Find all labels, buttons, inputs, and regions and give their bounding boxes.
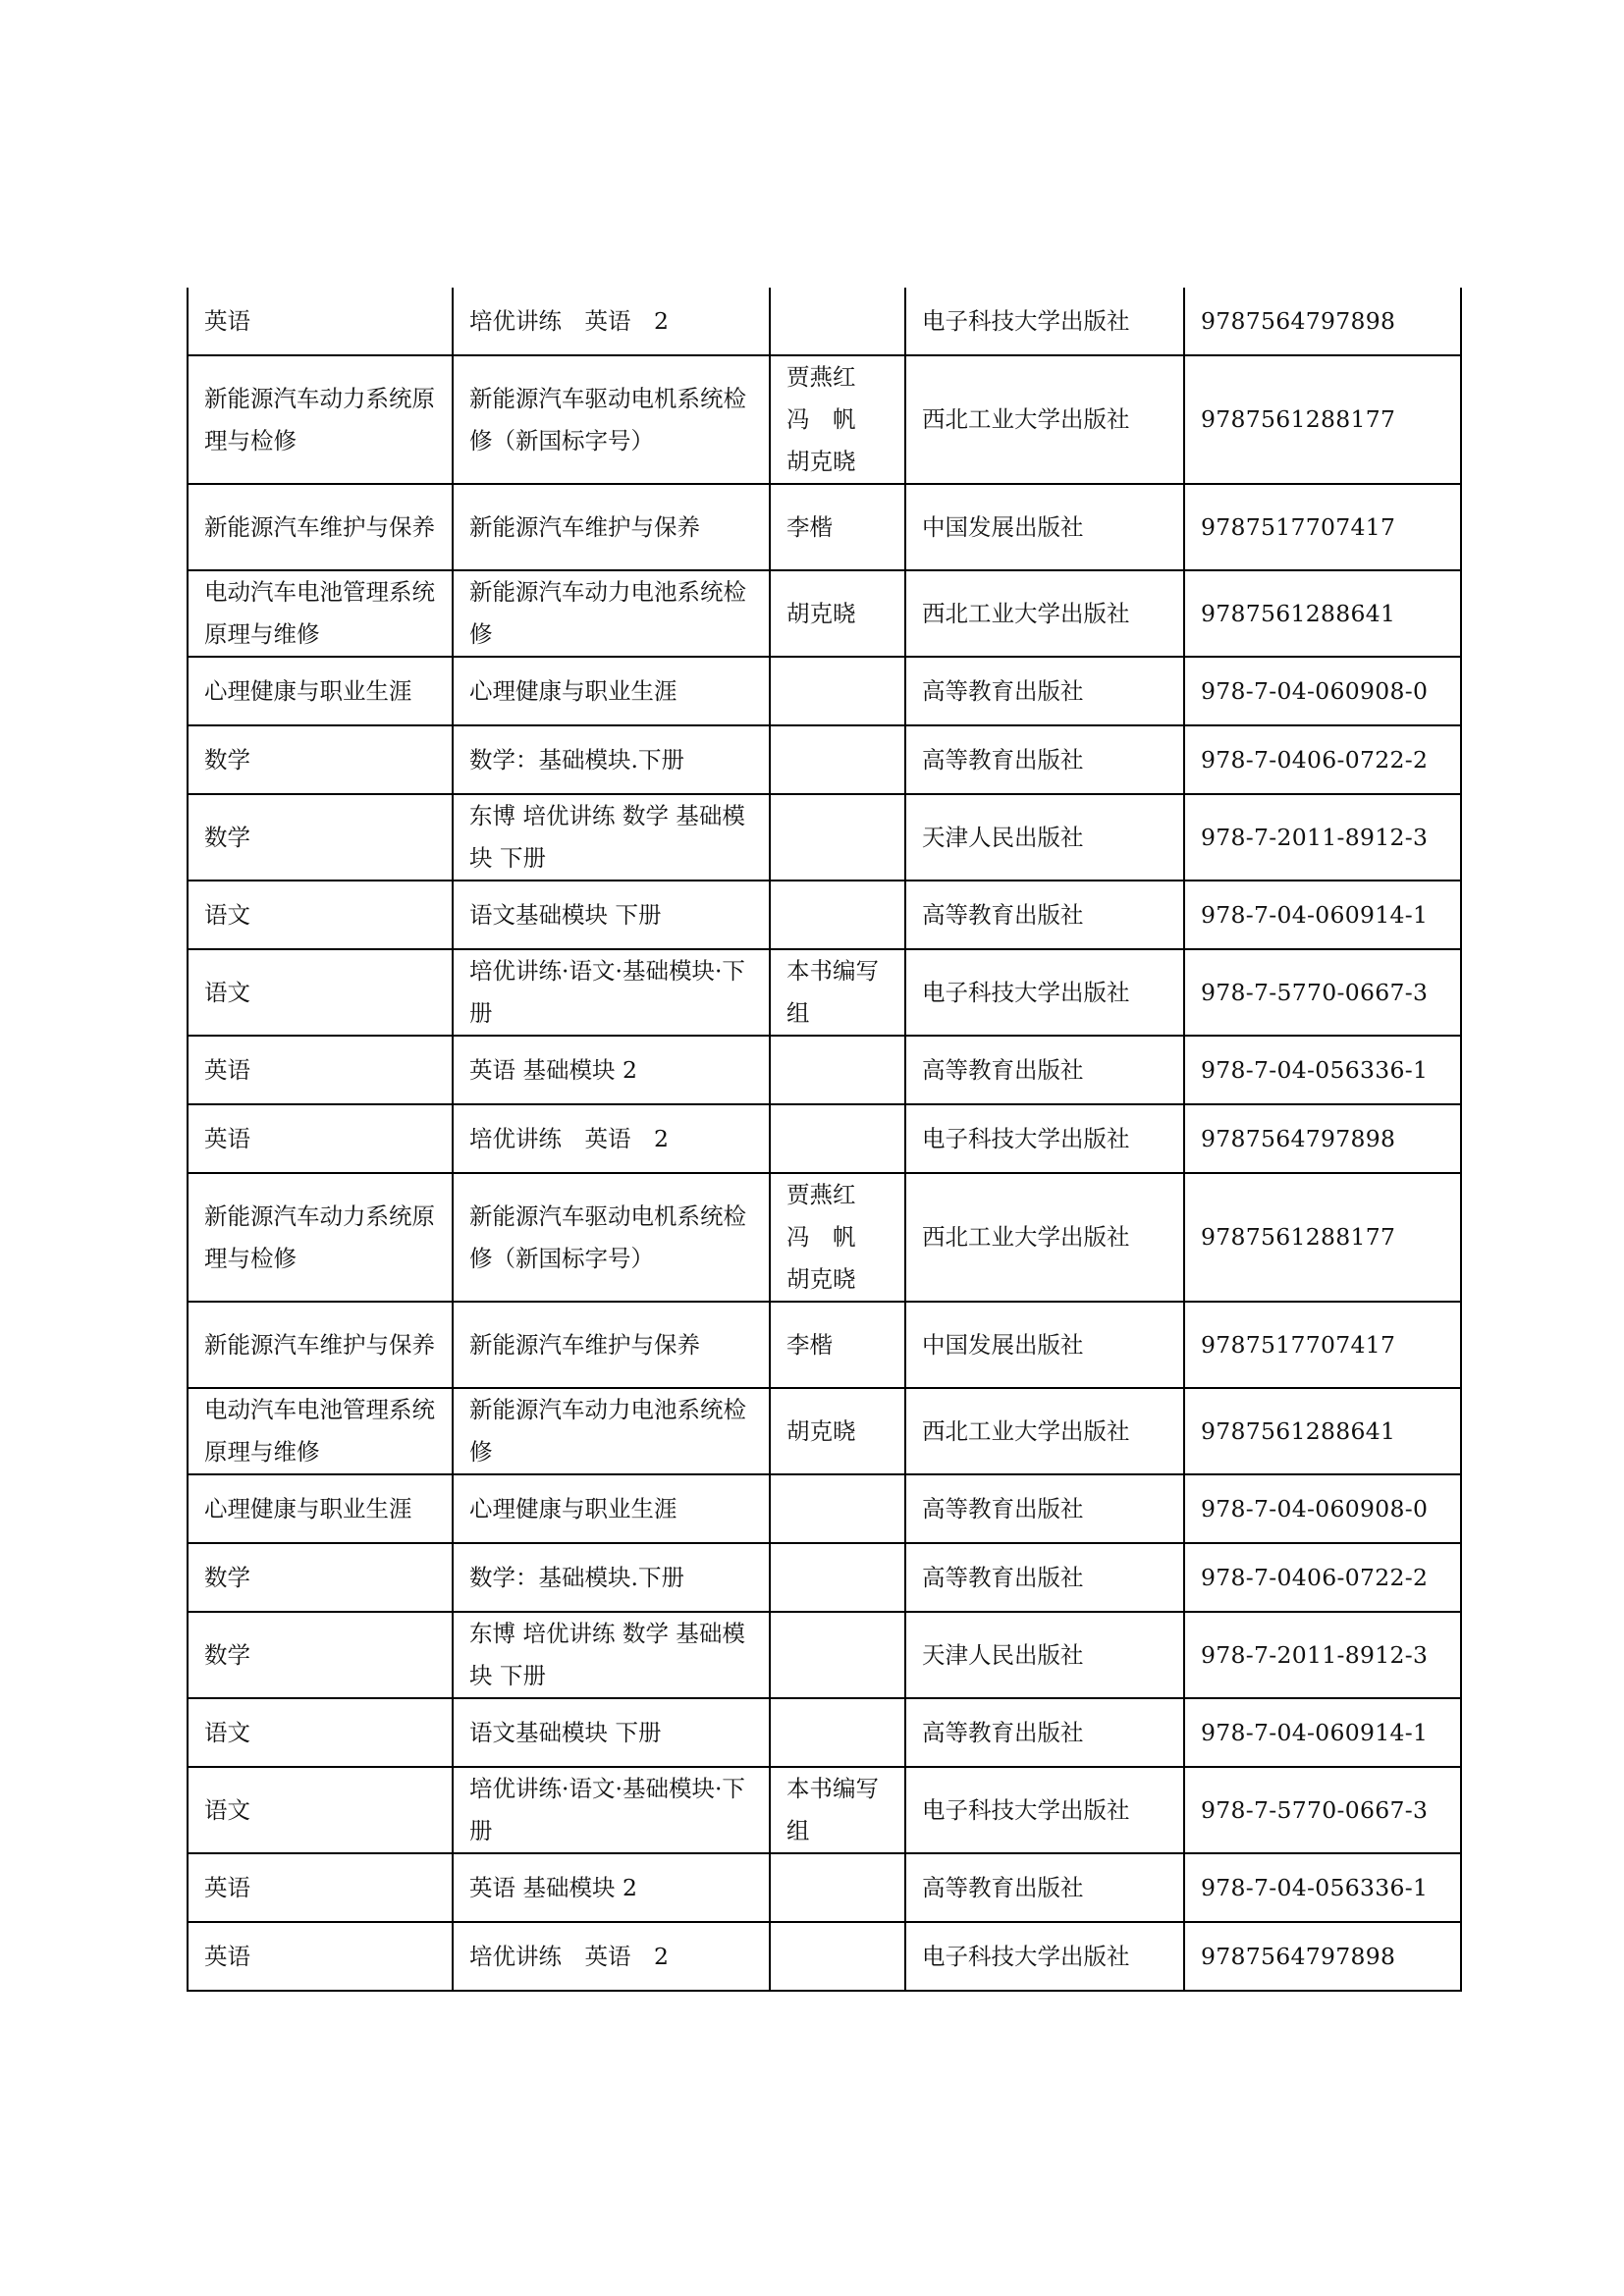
table-row [188,1543,1461,1612]
course-cell: 英语 [188,1922,453,1991]
course-cell: 新能源汽车维护与保养 [188,484,453,570]
textbook-title-cell: 英语 基础模块 2 [453,1853,770,1922]
textbook-title-cell: 心理健康与职业生涯 [453,657,770,725]
course-cell: 电动汽车电池管理系统原理与维修 [188,570,453,657]
isbn-cell: 9787561288641 [1184,570,1461,657]
author-cell [770,1104,905,1173]
isbn-cell: 978-7-2011-8912-3 [1184,794,1461,881]
course-cell: 新能源汽车动力系统原理与检修 [188,1173,453,1302]
isbn-cell: 9787564797898 [1184,1922,1461,1991]
publisher-cell: 电子科技大学出版社 [905,1104,1184,1173]
table-row [188,1767,1461,1853]
isbn-cell: 978-7-04-060914-1 [1184,881,1461,949]
publisher-cell: 电子科技大学出版社 [905,288,1184,355]
isbn-cell: 978-7-5770-0667-3 [1184,949,1461,1036]
publisher-cell: 西北工业大学出版社 [905,355,1184,484]
publisher-cell: 高等教育出版社 [905,1698,1184,1767]
textbook-title-cell: 培优讲练·语文·基础模块·下册 [453,949,770,1036]
author-cell: 本书编写组 [770,949,905,1036]
publisher-cell: 西北工业大学出版社 [905,1173,1184,1302]
textbook-title-cell: 东博 培优讲练 数学 基础模块 下册 [453,1612,770,1698]
publisher-cell: 中国发展出版社 [905,484,1184,570]
author-cell [770,725,905,794]
table-row [188,1612,1461,1698]
author-cell [770,881,905,949]
publisher-cell: 天津人民出版社 [905,794,1184,881]
isbn-cell: 978-7-04-060914-1 [1184,1698,1461,1767]
isbn-cell: 978-7-0406-0722-2 [1184,1543,1461,1612]
table-row [188,484,1461,570]
textbook-title-cell: 英语 基础模块 2 [453,1036,770,1104]
publisher-cell: 电子科技大学出版社 [905,949,1184,1036]
textbook-title-cell: 新能源汽车维护与保养 [453,1302,770,1388]
publisher-cell: 高等教育出版社 [905,657,1184,725]
isbn-cell: 978-7-04-060908-0 [1184,1474,1461,1543]
textbook-title-cell: 新能源汽车驱动电机系统检修（新国标字号） [453,1173,770,1302]
course-cell: 心理健康与职业生涯 [188,657,453,725]
author-cell: 李楷 [770,484,905,570]
table-row [188,794,1461,881]
table-row [188,1698,1461,1767]
publisher-cell: 高等教育出版社 [905,1543,1184,1612]
publisher-cell: 高等教育出版社 [905,725,1184,794]
isbn-cell: 978-7-2011-8912-3 [1184,1612,1461,1698]
table-row [188,1036,1461,1104]
author-cell [770,1543,905,1612]
author-cell: 本书编写组 [770,1767,905,1853]
isbn-cell: 9787561288177 [1184,1173,1461,1302]
publisher-cell: 西北工业大学出版社 [905,570,1184,657]
publisher-cell: 高等教育出版社 [905,881,1184,949]
course-cell: 英语 [188,1036,453,1104]
course-cell: 英语 [188,288,453,355]
publisher-cell: 高等教育出版社 [905,1474,1184,1543]
course-cell: 数学 [188,1612,453,1698]
table-row [188,1302,1461,1388]
author-cell [770,1474,905,1543]
textbook-title-cell: 语文基础模块 下册 [453,881,770,949]
course-cell: 英语 [188,1104,453,1173]
table-row [188,657,1461,725]
author-cell: 贾燕红 冯 帆 胡克晓 [770,1173,905,1302]
publisher-cell: 西北工业大学出版社 [905,1388,1184,1474]
textbook-title-cell: 数学：基础模块.下册 [453,725,770,794]
course-cell: 语文 [188,949,453,1036]
course-cell: 语文 [188,881,453,949]
textbook-title-cell: 心理健康与职业生涯 [453,1474,770,1543]
course-cell: 语文 [188,1698,453,1767]
textbook-title-cell: 培优讲练·语文·基础模块·下册 [453,1767,770,1853]
isbn-cell: 978-7-04-056336-1 [1184,1853,1461,1922]
table-row [188,949,1461,1036]
textbook-title-cell: 新能源汽车驱动电机系统检修（新国标字号） [453,355,770,484]
author-cell: 李楷 [770,1302,905,1388]
course-cell: 新能源汽车动力系统原理与检修 [188,355,453,484]
author-cell [770,288,905,355]
table-row [188,881,1461,949]
isbn-cell: 978-7-5770-0667-3 [1184,1767,1461,1853]
table-row [188,1104,1461,1173]
publisher-cell: 电子科技大学出版社 [905,1922,1184,1991]
author-cell: 胡克晓 [770,1388,905,1474]
table-row [188,570,1461,657]
isbn-cell: 9787517707417 [1184,484,1461,570]
publisher-cell: 高等教育出版社 [905,1853,1184,1922]
table-row [188,288,1461,355]
author-cell [770,1922,905,1991]
course-cell: 数学 [188,725,453,794]
course-cell: 英语 [188,1853,453,1922]
author-cell: 贾燕红 冯 帆 胡克晓 [770,355,905,484]
author-cell [770,1853,905,1922]
textbook-title-cell: 新能源汽车动力电池系统检修 [453,1388,770,1474]
isbn-cell: 9787561288641 [1184,1388,1461,1474]
isbn-cell: 9787517707417 [1184,1302,1461,1388]
course-cell: 电动汽车电池管理系统原理与维修 [188,1388,453,1474]
isbn-cell: 978-7-04-056336-1 [1184,1036,1461,1104]
author-cell [770,1698,905,1767]
textbook-title-cell: 语文基础模块 下册 [453,1698,770,1767]
textbook-title-cell: 培优讲练 英语 2 [453,288,770,355]
isbn-cell: 9787561288177 [1184,355,1461,484]
isbn-cell: 9787564797898 [1184,288,1461,355]
textbook-title-cell: 新能源汽车动力电池系统检修 [453,570,770,657]
publisher-cell: 中国发展出版社 [905,1302,1184,1388]
course-cell: 数学 [188,1543,453,1612]
course-cell: 心理健康与职业生涯 [188,1474,453,1543]
table-row [188,1388,1461,1474]
isbn-cell: 978-7-04-060908-0 [1184,657,1461,725]
textbook-title-cell: 东博 培优讲练 数学 基础模块 下册 [453,794,770,881]
table-row [188,1922,1461,1991]
textbook-title-cell: 数学：基础模块.下册 [453,1543,770,1612]
table-row [188,1853,1461,1922]
table-row [188,1474,1461,1543]
textbook-table-body [188,288,1461,1991]
table-row [188,355,1461,484]
textbook-title-cell: 培优讲练 英语 2 [453,1104,770,1173]
isbn-cell: 9787564797898 [1184,1104,1461,1173]
textbook-title-cell: 培优讲练 英语 2 [453,1922,770,1991]
table-row [188,725,1461,794]
author-cell [770,657,905,725]
textbook-table [187,288,1462,1992]
course-cell: 数学 [188,794,453,881]
course-cell: 语文 [188,1767,453,1853]
isbn-cell: 978-7-0406-0722-2 [1184,725,1461,794]
author-cell [770,794,905,881]
publisher-cell: 高等教育出版社 [905,1036,1184,1104]
course-cell: 新能源汽车维护与保养 [188,1302,453,1388]
publisher-cell: 电子科技大学出版社 [905,1767,1184,1853]
publisher-cell: 天津人民出版社 [905,1612,1184,1698]
table-row [188,1173,1461,1302]
author-cell [770,1036,905,1104]
author-cell [770,1612,905,1698]
author-cell: 胡克晓 [770,570,905,657]
textbook-title-cell: 新能源汽车维护与保养 [453,484,770,570]
